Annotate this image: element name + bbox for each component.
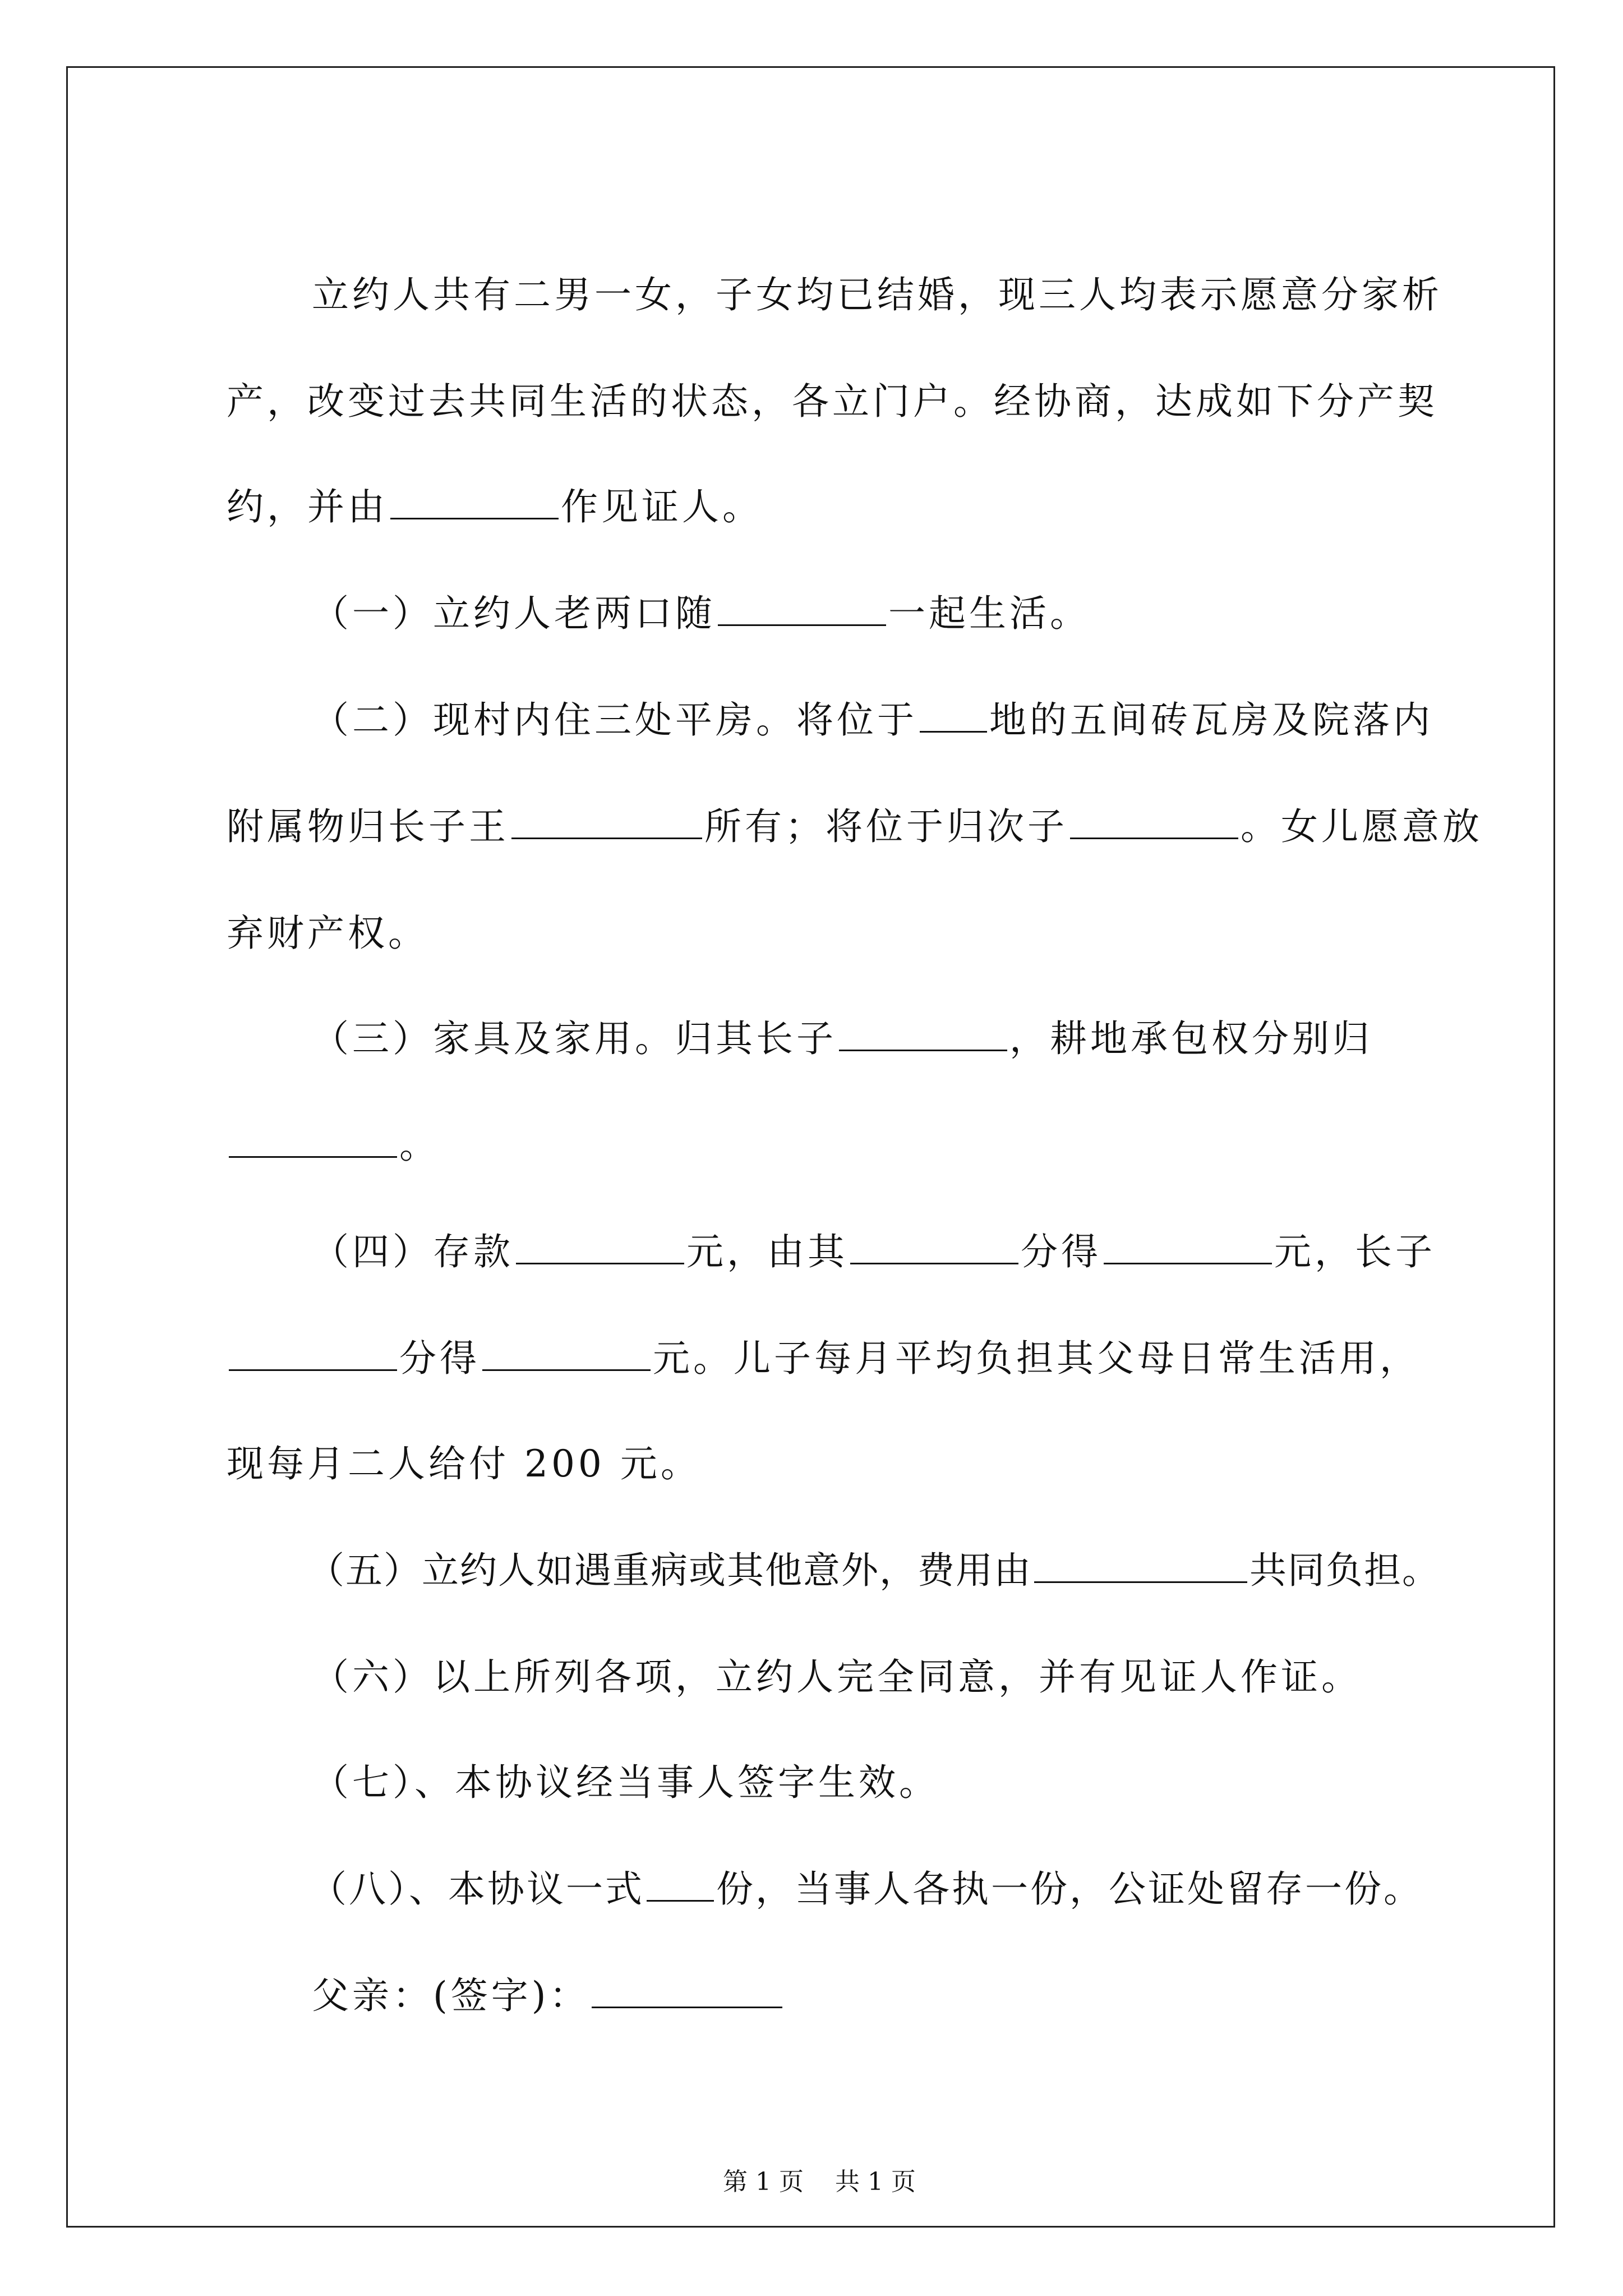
item-2-second-blank[interactable] (1070, 805, 1238, 839)
item-1-text-b: 一起生活。 (888, 592, 1090, 635)
intro-line-1 (282, 228, 1442, 318)
item-1 (282, 546, 1090, 636)
item-4-text-1c: 分得 (1020, 1230, 1101, 1273)
intro-line-3 (196, 440, 763, 530)
item-2-text-3: 弃财产权。 (226, 912, 428, 955)
item-2-line-2 (196, 760, 1483, 849)
item-8-copies-blank[interactable] (647, 1867, 714, 1902)
item-4-eldest-amount-blank[interactable] (482, 1337, 651, 1371)
item-4-text-1d: 元，长子 (1274, 1230, 1436, 1273)
item-2-eldest-blank[interactable] (511, 805, 702, 839)
item-7-text: （七）、本协议经当事人签字生效。 (311, 1761, 939, 1804)
item-8 (282, 1822, 1423, 1912)
signature-line (282, 1929, 785, 2018)
item-3-text-1a: （三）家具及家用。归其长子 (311, 1017, 837, 1060)
item-4-text-1a: （四）存款 (311, 1230, 514, 1273)
item-1-text-a: （一）立约人老两口随 (311, 592, 716, 635)
item-4-deposit-blank[interactable] (516, 1230, 684, 1264)
intro-text-3b: 作见证人。 (560, 485, 763, 528)
intro-text-2: 产，改变过去共同生活的状态，各立门户。经协商，达成如下分产契 (226, 380, 1438, 423)
page-footer (0, 2132, 1623, 2199)
item-2-location-blank[interactable] (920, 698, 987, 733)
intro-text-3a: 约，并由 (226, 485, 388, 528)
item-4-line-1 (282, 1185, 1436, 1274)
intro-line-2 (196, 334, 1438, 424)
item-5-blank[interactable] (1034, 1549, 1247, 1583)
item-2-text-1a: （二）现村内住三处平房。将位于 (311, 698, 917, 742)
item-2-line-3 (196, 866, 428, 956)
item-2-line-1 (282, 653, 1433, 743)
item-4-text-1b: 元，由其 (686, 1230, 848, 1273)
item-3-land-blank[interactable] (229, 1124, 397, 1158)
item-4-recipient-blank[interactable] (850, 1230, 1018, 1264)
item-5-text-a: （五）立约人如遇重病或其他意外，费用由 (307, 1549, 1032, 1592)
item-5 (282, 1503, 1440, 1593)
item-3-text-2a: 。 (399, 1124, 440, 1167)
item-4-eldest-blank[interactable] (229, 1337, 397, 1371)
item-4-amount-blank[interactable] (1104, 1230, 1272, 1264)
witness-blank[interactable] (390, 485, 559, 519)
item-6 (282, 1610, 1362, 1700)
item-4-text-2b: 元。儿子每月平均负担其父母日常生活用， (652, 1337, 1420, 1380)
item-5-text-b: 共同负担。 (1249, 1549, 1440, 1592)
item-4-text-3: 现每月二人给付 200 元。 (226, 1442, 701, 1485)
intro-text-1: 立约人共有二男一女，子女均已结婚，现三人均表示愿意分家析 (311, 273, 1442, 316)
item-3-text-1b: ，耕地承包权分别归 (1009, 1017, 1373, 1060)
item-2-text-2c: 。女儿愿意放 (1240, 805, 1483, 848)
item-4-line-2 (196, 1291, 1420, 1381)
item-7 (282, 1715, 939, 1805)
item-6-text: （六）以上所列各项，立约人完全同意，并有见证人作证。 (311, 1655, 1362, 1699)
item-4-line-3 (196, 1397, 701, 1487)
signature-blank[interactable] (592, 1974, 782, 2008)
item-2-text-2b: 所有；将位于归次子 (704, 805, 1068, 848)
item-1-blank[interactable] (718, 592, 886, 626)
item-8-text-a: （八）、本协议一式 (309, 1867, 644, 1911)
item-3-eldest-blank[interactable] (839, 1017, 1007, 1051)
item-8-text-b: 份，当事人各执一份，公证处留存一份。 (716, 1867, 1423, 1911)
page-number: 第 1 页 共 1 页 (723, 2168, 916, 2196)
item-3-line-1 (282, 972, 1373, 1061)
item-2-text-1b: 地的五间砖瓦房及院落内 (989, 698, 1433, 742)
item-3-line-2 (196, 1078, 440, 1168)
item-4-text-2a: 分得 (399, 1337, 480, 1380)
item-2-text-2a: 附属物归长子王 (226, 805, 509, 848)
signature-label: 父亲：(签字)： (311, 1974, 590, 2017)
